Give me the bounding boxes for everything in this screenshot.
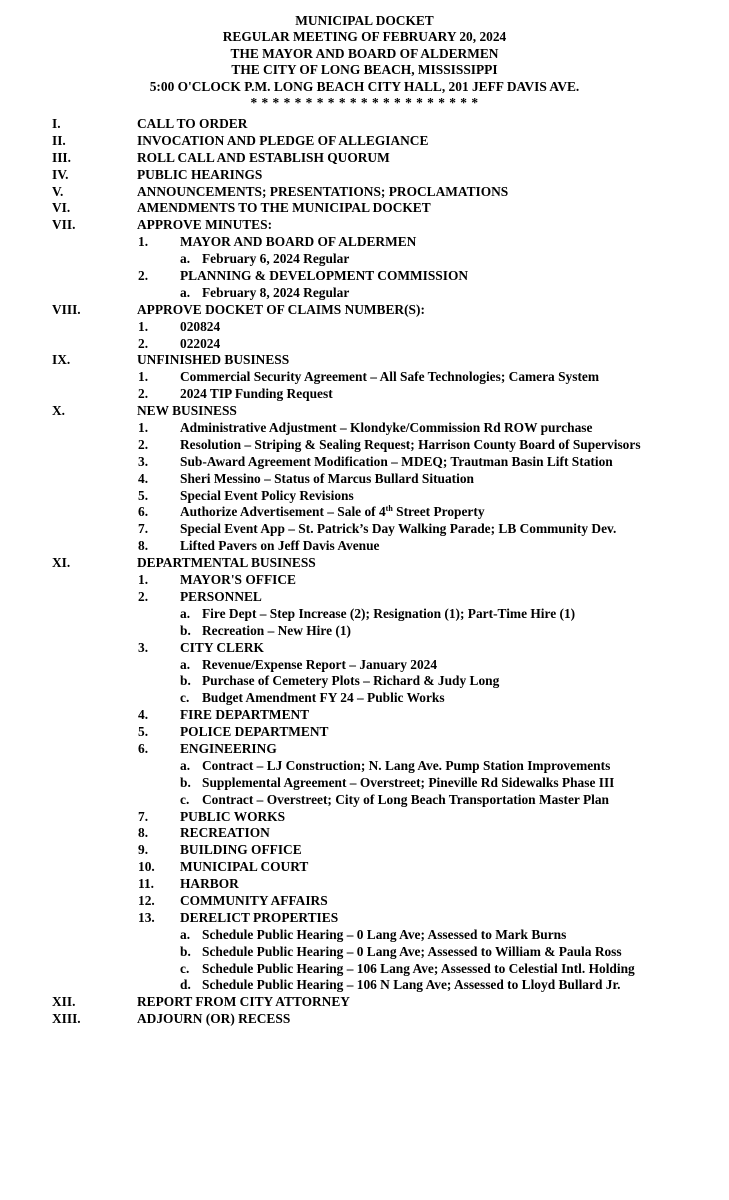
item-text: 020824 — [180, 318, 221, 334]
subitem-row — [0, 606, 729, 623]
section-title: INVOCATION AND PLEDGE OF ALLEGIANCE — [137, 132, 429, 148]
item-text: 022024 — [180, 335, 221, 351]
section-row — [0, 167, 729, 184]
item-row — [0, 319, 729, 336]
item-row — [0, 268, 729, 285]
ordinal-suffix: th — [385, 504, 393, 514]
item-text: Administrative Adjustment – Klondyke/Commission Rd ROW purchase — [180, 420, 593, 436]
subitem-row — [0, 657, 729, 674]
subitem-row — [0, 623, 729, 640]
section-numeral: V. — [52, 183, 64, 199]
section-row — [0, 200, 729, 217]
item-number: 2. — [138, 436, 149, 452]
item-row — [0, 369, 729, 386]
item-number: 1. — [138, 318, 149, 334]
subitem-letter: b. — [180, 774, 191, 790]
item-text: Special Event Policy Revisions — [180, 487, 354, 503]
subitem-text: Recreation – New Hire (1) — [202, 622, 351, 638]
item-number: 9. — [138, 842, 149, 858]
item-row — [0, 910, 729, 927]
item-text: MUNICIPAL COURT — [180, 859, 309, 875]
item-text: FIRE DEPARTMENT — [180, 707, 310, 723]
item-text — [180, 504, 485, 521]
city-line: THE CITY OF LONG BEACH, MISSISSIPPI — [231, 62, 498, 78]
governing-body-line: THE MAYOR AND BOARD OF ALDERMEN — [230, 45, 499, 61]
subitem-text: Contract – Overstreet; City of Long Beach Transportation Master Plan — [202, 791, 609, 807]
item-text: POLICE DEPARTMENT — [180, 724, 329, 740]
item-row — [0, 589, 729, 606]
subitem-text: Revenue/Expense Report – January 2024 — [202, 656, 438, 672]
item-text: CITY CLERK — [180, 639, 264, 655]
item-row — [0, 437, 729, 454]
subitem-row — [0, 690, 729, 707]
subitem-letter: b. — [180, 673, 191, 689]
item-row — [0, 386, 729, 403]
item-number: 7. — [138, 521, 149, 537]
item-number: 10. — [138, 859, 155, 875]
item-number: 1. — [138, 572, 149, 588]
item-text: PUBLIC WORKS — [180, 808, 286, 824]
section-row — [0, 302, 729, 319]
subitem-row — [0, 251, 729, 268]
item-row — [0, 724, 729, 741]
section-row — [0, 150, 729, 167]
subitem-row — [0, 775, 729, 792]
subitem-letter: b. — [180, 943, 191, 959]
subitem-text: Fire Dept – Step Increase (2); Resignation (1); Part-Time Hire (1) — [202, 605, 576, 621]
section-numeral: IX. — [52, 352, 71, 368]
item-text: Special Event App – St. Patrick’s Day Walking Parade; LB Community Dev. — [180, 521, 617, 537]
item-row — [0, 809, 729, 826]
item-text: Resolution – Striping & Sealing Request; Harrison County Board of Supervisors — [180, 436, 641, 452]
section-numeral: VI. — [52, 200, 71, 216]
section-numeral: XI. — [52, 555, 71, 571]
star-divider: * * * * * * * * * * * * * * * * * * * * * — [250, 95, 479, 111]
item-row — [0, 538, 729, 555]
item-number: 4. — [138, 707, 149, 723]
item-text: Commercial Security Agreement – All Safe Technologies; Camera System — [180, 369, 600, 385]
item-number: 1. — [138, 234, 149, 250]
subitem-row — [0, 673, 729, 690]
item-row — [0, 420, 729, 437]
item-row — [0, 876, 729, 893]
section-numeral: X. — [52, 403, 66, 419]
docket-title: MUNICIPAL DOCKET — [295, 13, 434, 28]
section-row — [0, 217, 729, 234]
subitem-letter: a. — [180, 251, 191, 267]
item-text: HARBOR — [180, 876, 239, 892]
docket-header — [0, 13, 729, 111]
item-text: PLANNING & DEVELOPMENT COMMISSION — [180, 268, 469, 284]
section-row — [0, 133, 729, 150]
item-number: 3. — [138, 453, 149, 469]
item-number: 12. — [138, 892, 155, 908]
item-text: Sub-Award Agreement Modification – MDEQ; Trautman Basin Lift Station — [180, 453, 613, 469]
item-text: 2024 TIP Funding Request — [180, 386, 333, 402]
item-number: 1. — [138, 369, 149, 385]
item-number: 5. — [138, 724, 149, 740]
item-row — [0, 336, 729, 353]
item-text: DERELICT PROPERTIES — [180, 909, 339, 925]
subitem-letter: d. — [180, 977, 191, 993]
section-title: DEPARTMENTAL BUSINESS — [137, 555, 316, 571]
item-text-part: Street Property — [392, 504, 485, 520]
section-title: APPROVE DOCKET OF CLAIMS NUMBER(S): — [137, 301, 425, 317]
subitem-text: Contract – LJ Construction; N. Lang Ave. Pump Station Improvements — [202, 757, 611, 773]
subitem-text: February 6, 2024 Regular — [202, 251, 350, 267]
section-row — [0, 555, 729, 572]
section-title: APPROVE MINUTES: — [137, 217, 273, 233]
item-number: 7. — [138, 808, 149, 824]
item-number: 2. — [138, 386, 149, 402]
section-title: CALL TO ORDER — [137, 116, 248, 131]
item-text: ENGINEERING — [180, 740, 277, 756]
section-row — [0, 184, 729, 201]
subitem-text: February 8, 2024 Regular — [202, 284, 350, 300]
subitem-letter: a. — [180, 284, 191, 300]
item-row — [0, 825, 729, 842]
item-text: Sheri Messino – Status of Marcus Bullard Situation — [180, 470, 475, 486]
item-number: 1. — [138, 420, 149, 436]
item-row — [0, 893, 729, 910]
section-title: ROLL CALL AND ESTABLISH QUORUM — [137, 149, 390, 165]
subitem-row — [0, 977, 729, 994]
item-row — [0, 741, 729, 758]
item-row — [0, 707, 729, 724]
subitem-letter: b. — [180, 622, 191, 638]
subitem-text: Schedule Public Hearing – 0 Lang Ave; Assessed to William & Paula Ross — [202, 943, 622, 959]
section-title: REPORT FROM CITY ATTORNEY — [137, 994, 350, 1010]
section-title: NEW BUSINESS — [137, 403, 237, 419]
item-row — [0, 521, 729, 538]
subitem-letter: a. — [180, 656, 191, 672]
subitem-letter: c. — [180, 960, 190, 976]
item-text-part: Authorize Advertisement – Sale of 4 — [180, 504, 386, 520]
time-place-line: 5:00 O'CLOCK P.M. LONG BEACH CITY HALL, 201 JEFF DAVIS AVE. — [149, 78, 580, 94]
item-text: MAYOR'S OFFICE — [180, 572, 296, 588]
section-numeral: XIII. — [52, 1011, 81, 1027]
item-row — [0, 640, 729, 657]
subitem-text: Schedule Public Hearing – 0 Lang Ave; Assessed to Mark Burns — [202, 926, 567, 942]
section-row — [0, 1011, 729, 1028]
subitem-text: Schedule Public Hearing – 106 N Lang Ave; Assessed to Lloyd Bullard Jr. — [202, 977, 621, 993]
section-numeral: I. — [52, 116, 61, 131]
item-number: 13. — [138, 909, 155, 925]
subitem-row — [0, 285, 729, 302]
section-row — [0, 352, 729, 369]
subitem-row — [0, 927, 729, 944]
section-row — [0, 116, 729, 133]
subitem-row — [0, 944, 729, 961]
section-title: ANNOUNCEMENTS; PRESENTATIONS; PROCLAMATIONS — [137, 183, 509, 199]
section-numeral: VIII. — [52, 301, 81, 317]
item-number: 2. — [138, 335, 149, 351]
subitem-row — [0, 961, 729, 978]
item-number: 2. — [138, 588, 149, 604]
subitem-letter: a. — [180, 926, 191, 942]
subitem-text: Supplemental Agreement – Overstreet; Pineville Rd Sidewalks Phase III — [202, 774, 615, 790]
item-number: 11. — [138, 876, 154, 892]
item-row — [0, 234, 729, 251]
section-numeral: IV. — [52, 166, 69, 182]
subitem-row — [0, 758, 729, 775]
subitem-letter: a. — [180, 605, 191, 621]
section-title: PUBLIC HEARINGS — [137, 166, 263, 182]
item-number: 6. — [138, 504, 149, 520]
item-number: 2. — [138, 268, 149, 284]
item-number: 3. — [138, 639, 149, 655]
subitem-text: Purchase of Cemetery Plots – Richard & Judy Long — [202, 673, 500, 689]
item-text: BUILDING OFFICE — [180, 842, 302, 858]
item-text: PERSONNEL — [180, 588, 262, 604]
subitem-letter: a. — [180, 757, 191, 773]
docket-agenda — [0, 116, 729, 1028]
section-title: AMENDMENTS TO THE MUNICIPAL DOCKET — [137, 200, 431, 216]
subitem-text: Schedule Public Hearing – 106 Lang Ave; Assessed to Celestial Intl. Holding — [202, 960, 635, 976]
section-numeral: VII. — [52, 217, 76, 233]
item-row — [0, 454, 729, 471]
section-row — [0, 994, 729, 1011]
section-title: UNFINISHED BUSINESS — [137, 352, 290, 368]
item-text: RECREATION — [180, 825, 270, 841]
subitem-row — [0, 792, 729, 809]
item-number: 5. — [138, 487, 149, 503]
section-title: ADJOURN (OR) RECESS — [137, 1011, 291, 1027]
item-text: MAYOR AND BOARD OF ALDERMEN — [180, 234, 417, 250]
section-numeral: II. — [52, 132, 66, 148]
item-number: 6. — [138, 740, 149, 756]
subitem-letter: c. — [180, 791, 190, 807]
item-number: 8. — [138, 825, 149, 841]
section-row — [0, 403, 729, 420]
subitem-text: Budget Amendment FY 24 – Public Works — [202, 690, 445, 706]
item-row — [0, 572, 729, 589]
section-numeral: XII. — [52, 994, 76, 1010]
item-text: Lifted Pavers on Jeff Davis Avenue — [180, 538, 380, 554]
item-row — [0, 842, 729, 859]
item-number: 8. — [138, 538, 149, 554]
section-numeral: III. — [52, 149, 71, 165]
item-number: 4. — [138, 470, 149, 486]
item-text: COMMUNITY AFFAIRS — [180, 892, 328, 908]
subitem-letter: c. — [180, 690, 190, 706]
item-row — [0, 859, 729, 876]
item-row — [0, 488, 729, 505]
meeting-line: REGULAR MEETING OF FEBRUARY 20, 2024 — [222, 29, 507, 45]
item-row — [0, 471, 729, 488]
item-row — [0, 504, 729, 521]
